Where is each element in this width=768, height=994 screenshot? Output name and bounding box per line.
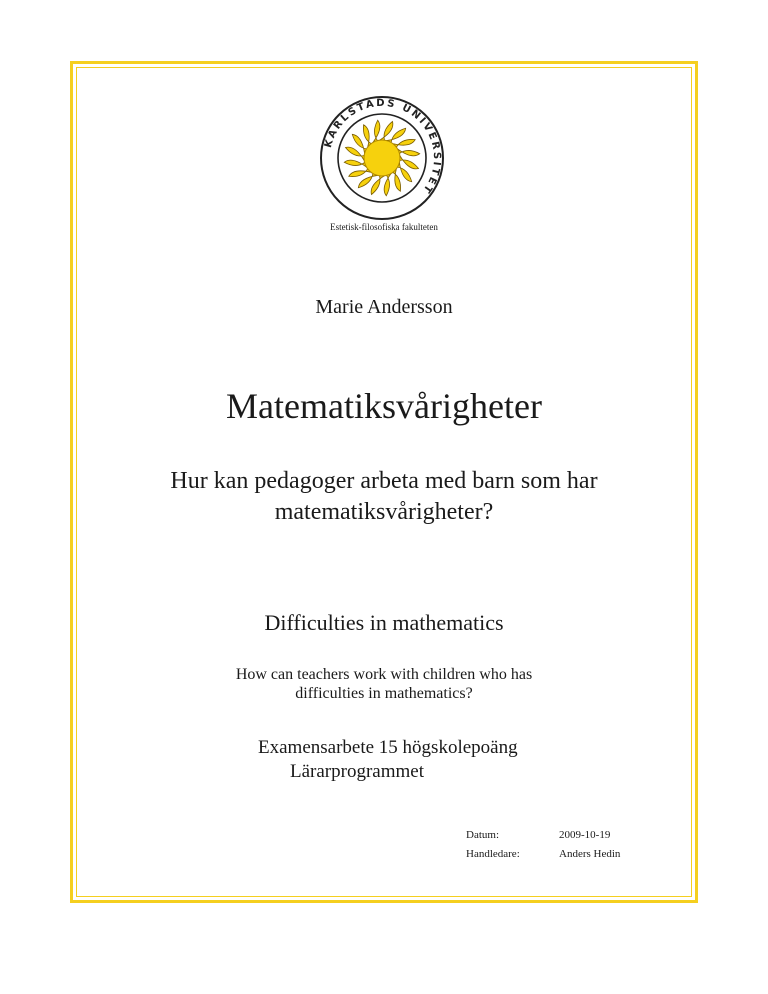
sun-ray — [400, 155, 419, 168]
exam-credits: Examensarbete 15 högskolepoäng — [258, 737, 518, 758]
sun-ray — [344, 160, 366, 167]
english-title: Difficulties in mathematics — [264, 610, 504, 635]
sun-ray — [393, 169, 401, 191]
supervisor-value: Anders Hedin — [559, 848, 621, 860]
english-subtitle-line-1: How can teachers work with children who has — [235, 666, 533, 683]
program-name: Lärarprogrammet — [290, 761, 424, 782]
sun-ray — [345, 147, 364, 160]
date-label: Datum: — [466, 829, 499, 841]
thesis-title: Matematiksvårigheter — [226, 386, 542, 426]
sun-ray — [379, 121, 392, 140]
sun-ray — [349, 169, 371, 177]
university-seal-logo — [318, 94, 446, 222]
english-subtitle-line-2: difficulties in mathematics? — [295, 685, 473, 702]
english-subtitle — [0, 665, 768, 703]
faculty-name: Estetisk-filosofiska fakulteten — [330, 222, 438, 232]
sun-ray — [363, 125, 371, 147]
supervisor-label: Handledare: — [466, 848, 520, 860]
author-name: Marie Andersson — [315, 296, 453, 318]
thesis-subtitle — [0, 466, 768, 528]
sun-ray — [371, 176, 384, 195]
sun-ray — [384, 174, 391, 196]
sun-ray — [373, 120, 380, 142]
sun-ray — [393, 139, 415, 147]
date-value: 2009-10-19 — [559, 829, 611, 841]
svg-text:KARLSTADS UNIVERSITET: KARLSTADS UNIVERSITET — [322, 97, 443, 197]
subtitle-line-1: Hur kan pedagoger arbeta med barn som har — [170, 468, 598, 494]
sun-ray — [398, 149, 420, 156]
subtitle-line-2: matematiksvårigheter? — [274, 499, 494, 525]
